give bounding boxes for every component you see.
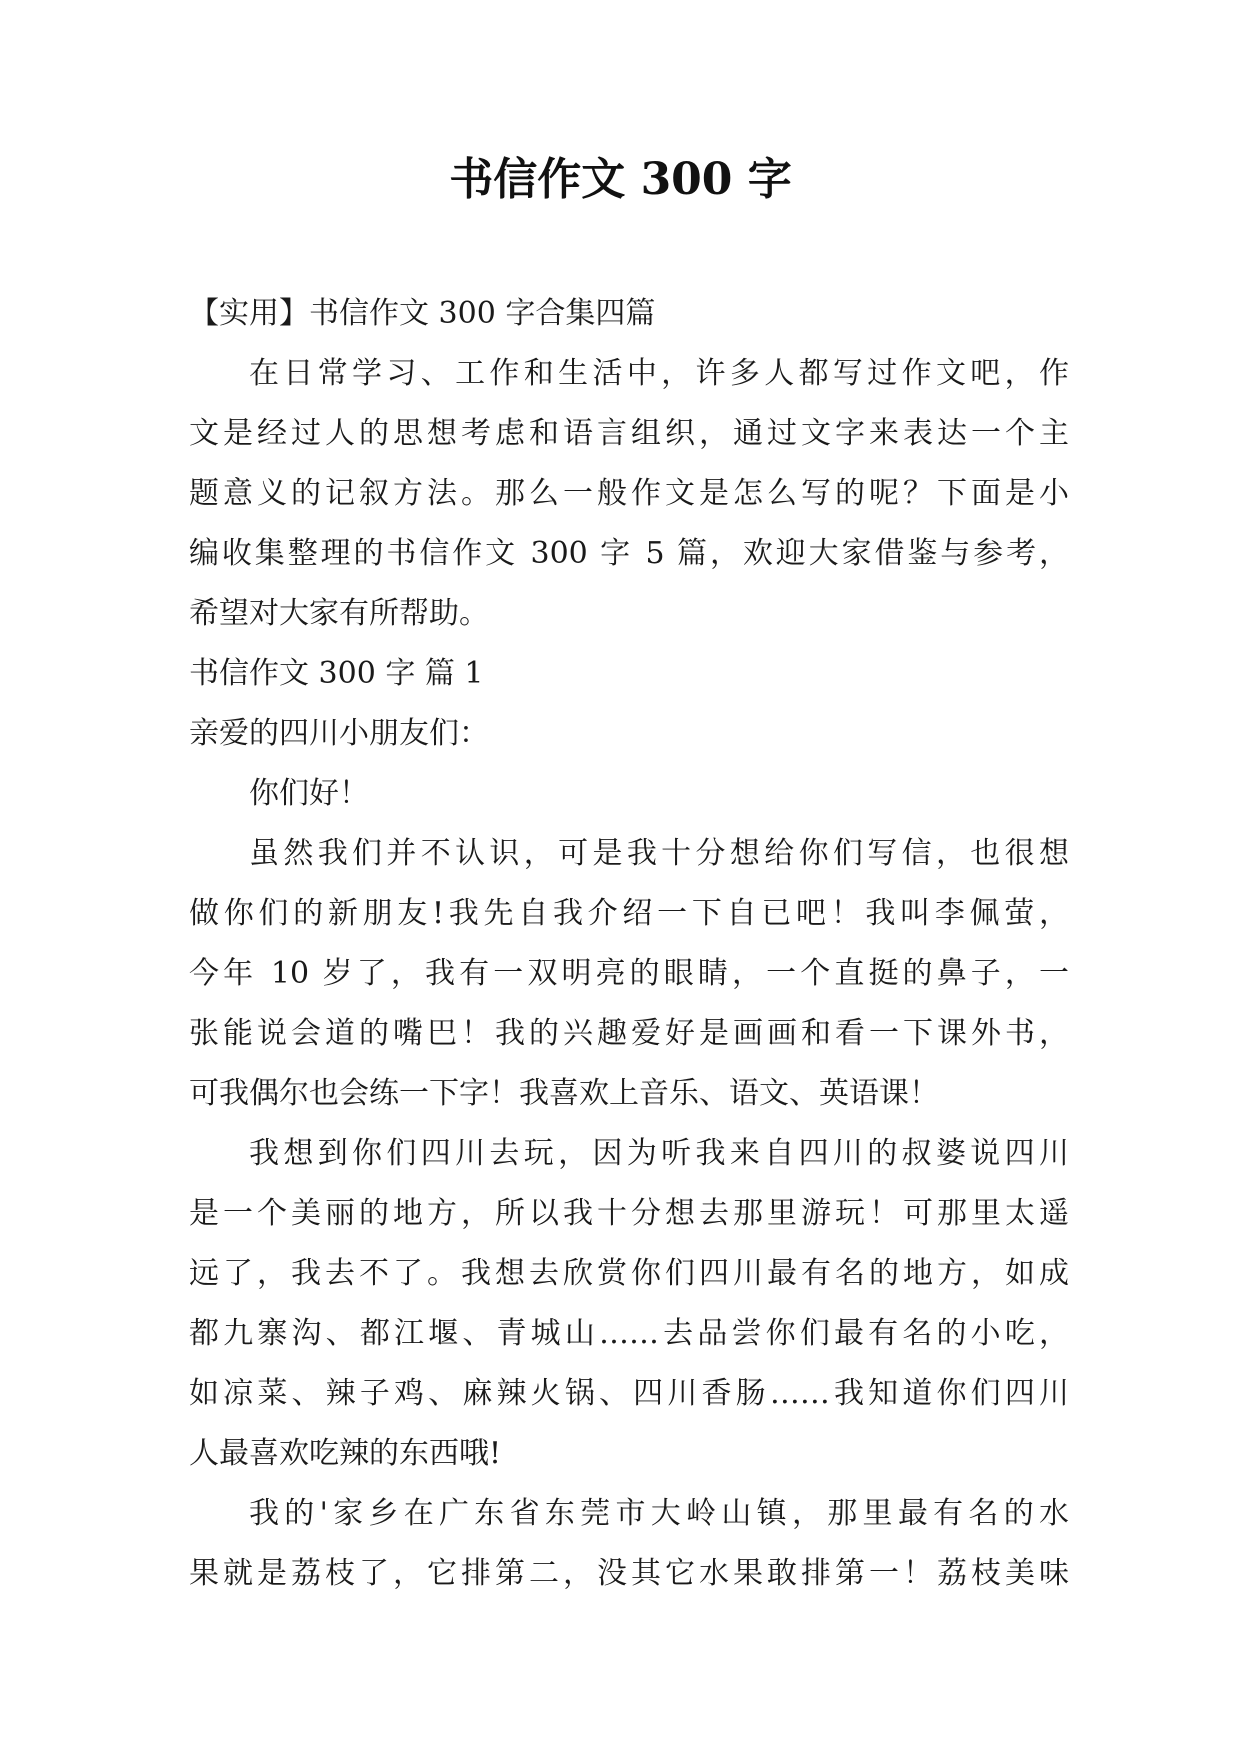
paragraph-line-indented: 我的'家乡在广东省东莞市大岭山镇，那里最有名的水: [249, 1496, 1069, 1531]
paragraph-line: 如凉菜、辣子鸡、麻辣火锅、四川香肠……我知道你们四川: [189, 1376, 1069, 1411]
paragraph-line: 编收集整理的书信作文 300 字 5 篇，欢迎大家借鉴与参考，: [189, 536, 1069, 571]
document-body: [189, 284, 1069, 1604]
paragraph-line: 是一个美丽的地方，所以我十分想去那里游玩！可那里太遥: [189, 1196, 1069, 1231]
paragraph-line: 今年 10 岁了，我有一双明亮的眼睛，一个直挺的鼻子，一: [189, 956, 1069, 991]
paragraph-line: 书信作文 300 字 篇 1: [189, 656, 484, 691]
paragraph-line-indented: 我想到你们四川去玩，因为听我来自四川的叔婆说四川: [249, 1136, 1069, 1171]
paragraph-line: 文是经过人的思想考虑和语言组织，通过文字来表达一个主: [189, 416, 1069, 451]
paragraph-line: 人最喜欢吃辣的东西哦!: [189, 1436, 502, 1471]
paragraph-line: 亲爱的四川小朋友们：: [189, 716, 489, 751]
paragraph-line: 【实用】书信作文 300 字合集四篇: [189, 296, 656, 331]
paragraph-line-indented: 虽然我们并不认识，可是我十分想给你们写信，也很想: [249, 836, 1069, 871]
paragraph-line: 都九寨沟、都江堰、青城山……去品尝你们最有名的小吃，: [189, 1316, 1069, 1351]
paragraph-line: 希望对大家有所帮助。: [189, 596, 489, 631]
paragraph-line: 远了，我去不了。我想去欣赏你们四川最有名的地方，如成: [189, 1256, 1069, 1291]
paragraph-line: 可我偶尔也会练一下字！我喜欢上音乐、语文、英语课！: [189, 1076, 939, 1111]
paragraph-line: 题意义的记叙方法。那么一般作文是怎么写的呢？下面是小: [189, 476, 1069, 511]
document-title: 书信作文 300 字: [449, 154, 792, 205]
paragraph-line: 果就是荔枝了，它排第二，没其它水果敢排第一！荔枝美味: [189, 1556, 1069, 1591]
paragraph-line-indented: 你们好！: [249, 776, 369, 811]
paragraph-line-indented: 在日常学习、工作和生活中，许多人都写过作文吧，作: [249, 356, 1069, 391]
paragraph-line: 张能说会道的嘴巴！我的兴趣爱好是画画和看一下课外书，: [189, 1016, 1069, 1051]
paragraph-line: 做你们的新朋友!我先自我介绍一下自已吧！我叫李佩萤，: [189, 896, 1069, 931]
